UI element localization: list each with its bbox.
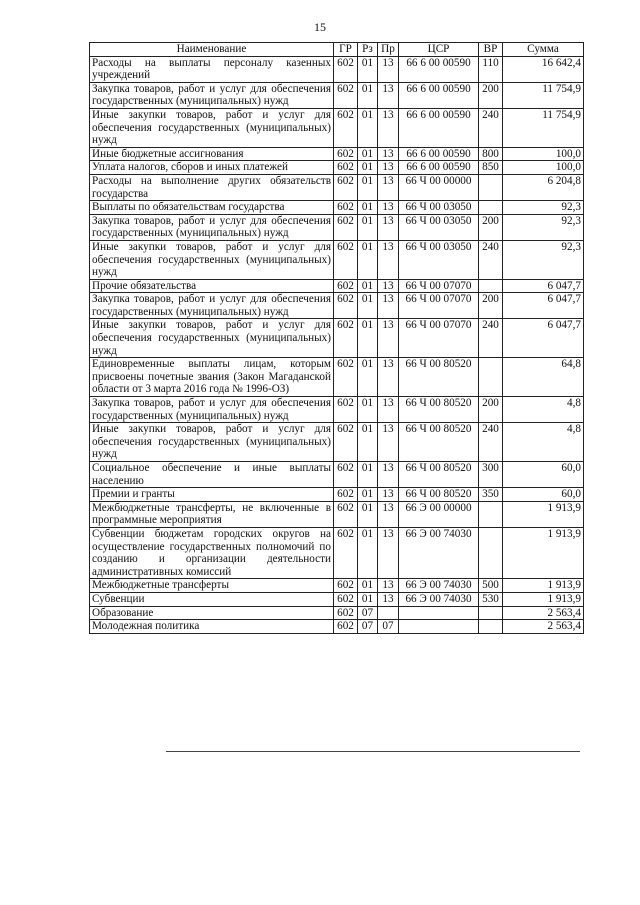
cell-csr: 66 Ч 00 80520 — [399, 423, 479, 462]
table-row — [90, 358, 584, 397]
cell-name: Иные закупки товаров, работ и услуг для обеспечения государственных (муниципальных) нужд — [90, 319, 334, 358]
table-row — [90, 293, 584, 319]
cell-name: Межбюджетные трансферты — [90, 579, 334, 593]
cell-vr: 300 — [479, 462, 503, 488]
cell-rz: 01 — [358, 108, 378, 147]
cell-csr: 66 6 00 00590 — [399, 108, 479, 147]
cell-csr: 66 Э 00 74030 — [399, 592, 479, 606]
cell-sum: 1 913,9 — [503, 592, 584, 606]
cell-rz: 01 — [358, 56, 378, 82]
cell-sum: 1 913,9 — [503, 527, 584, 578]
cell-gr: 602 — [334, 161, 358, 175]
cell-name: Субвенции бюджетам городских округов на осуществление государственных полномочий по созданию и организации деятельности административных комиссий — [90, 527, 334, 578]
cell-sum: 6 204,8 — [503, 174, 584, 200]
header-rz: Рз — [358, 43, 378, 57]
cell-pr — [378, 606, 399, 620]
cell-rz: 01 — [358, 82, 378, 108]
cell-vr — [479, 279, 503, 293]
cell-sum: 2 563,4 — [503, 606, 584, 620]
cell-pr: 13 — [378, 201, 399, 215]
cell-sum: 60,0 — [503, 488, 584, 502]
cell-csr: 66 Ч 00 07070 — [399, 319, 479, 358]
cell-pr: 13 — [378, 108, 399, 147]
page-number: 15 — [314, 20, 326, 34]
cell-vr: 240 — [479, 108, 503, 147]
cell-csr: 66 Ч 00 07070 — [399, 279, 479, 293]
table-row — [90, 108, 584, 147]
cell-sum: 16 642,4 — [503, 56, 584, 82]
cell-gr: 602 — [334, 174, 358, 200]
budget-table — [89, 42, 584, 634]
cell-gr: 602 — [334, 397, 358, 423]
cell-csr: 66 6 00 00590 — [399, 56, 479, 82]
cell-vr: 240 — [479, 423, 503, 462]
cell-pr: 13 — [378, 488, 399, 502]
cell-csr: 66 Ч 00 80520 — [399, 358, 479, 397]
cell-gr: 602 — [334, 214, 358, 240]
cell-vr: 200 — [479, 397, 503, 423]
cell-name: Премии и гранты — [90, 488, 334, 502]
cell-vr: 240 — [479, 240, 503, 279]
cell-gr: 602 — [334, 358, 358, 397]
cell-vr — [479, 201, 503, 215]
cell-rz: 07 — [358, 620, 378, 634]
cell-rz: 01 — [358, 214, 378, 240]
cell-rz: 01 — [358, 293, 378, 319]
table-row — [90, 423, 584, 462]
cell-vr — [479, 620, 503, 634]
header-sum: Сумма — [503, 43, 584, 57]
cell-gr: 602 — [334, 527, 358, 578]
cell-pr: 13 — [378, 214, 399, 240]
cell-gr: 602 — [334, 579, 358, 593]
cell-sum: 6 047,7 — [503, 279, 584, 293]
cell-name: Уплата налогов, сборов и иных платежей — [90, 161, 334, 175]
cell-name: Закупка товаров, работ и услуг для обеспечения государственных (муниципальных) нужд — [90, 214, 334, 240]
table-row — [90, 240, 584, 279]
cell-sum: 2 563,4 — [503, 620, 584, 634]
cell-csr: 66 Ч 00 03050 — [399, 214, 479, 240]
cell-pr: 13 — [378, 397, 399, 423]
cell-rz: 01 — [358, 319, 378, 358]
cell-vr — [479, 527, 503, 578]
cell-rz: 01 — [358, 592, 378, 606]
cell-pr: 13 — [378, 579, 399, 593]
cell-rz: 01 — [358, 161, 378, 175]
cell-vr: 200 — [479, 293, 503, 319]
cell-rz: 01 — [358, 501, 378, 527]
cell-csr: 66 Ч 00 80520 — [399, 462, 479, 488]
cell-rz: 01 — [358, 488, 378, 502]
cell-sum: 11 754,9 — [503, 82, 584, 108]
table-row — [90, 462, 584, 488]
cell-gr: 602 — [334, 147, 358, 161]
cell-sum: 6 047,7 — [503, 319, 584, 358]
table-row — [90, 174, 584, 200]
cell-rz: 07 — [358, 606, 378, 620]
cell-sum: 4,8 — [503, 397, 584, 423]
cell-name: Закупка товаров, работ и услуг для обеспечения государственных (муниципальных) нужд — [90, 293, 334, 319]
footer-rule — [166, 751, 580, 752]
cell-csr: 66 6 00 00590 — [399, 82, 479, 108]
cell-vr: 200 — [479, 214, 503, 240]
table-row — [90, 147, 584, 161]
cell-vr: 800 — [479, 147, 503, 161]
cell-gr: 602 — [334, 501, 358, 527]
cell-vr: 500 — [479, 579, 503, 593]
cell-pr: 13 — [378, 423, 399, 462]
cell-pr: 13 — [378, 527, 399, 578]
cell-csr: 66 6 00 00590 — [399, 147, 479, 161]
cell-vr — [479, 358, 503, 397]
cell-name: Иные закупки товаров, работ и услуг для обеспечения государственных (муниципальных) нужд — [90, 108, 334, 147]
table-row — [90, 56, 584, 82]
table-row — [90, 279, 584, 293]
cell-pr: 13 — [378, 358, 399, 397]
cell-rz: 01 — [358, 240, 378, 279]
cell-sum: 6 047,7 — [503, 293, 584, 319]
cell-vr: 240 — [479, 319, 503, 358]
cell-gr: 602 — [334, 108, 358, 147]
cell-sum: 92,3 — [503, 201, 584, 215]
cell-name: Социальное обеспечение и иные выплаты населению — [90, 462, 334, 488]
cell-vr: 110 — [479, 56, 503, 82]
cell-name: Прочие обязательства — [90, 279, 334, 293]
cell-sum: 100,0 — [503, 161, 584, 175]
table-row — [90, 501, 584, 527]
cell-csr: 66 Э 00 74030 — [399, 579, 479, 593]
cell-csr — [399, 606, 479, 620]
header-name: Наименование — [90, 43, 334, 57]
cell-vr — [479, 501, 503, 527]
cell-gr: 602 — [334, 592, 358, 606]
cell-csr — [399, 620, 479, 634]
cell-pr: 13 — [378, 147, 399, 161]
cell-rz: 01 — [358, 147, 378, 161]
cell-pr: 13 — [378, 462, 399, 488]
cell-gr: 602 — [334, 319, 358, 358]
cell-rz: 01 — [358, 358, 378, 397]
cell-rz: 01 — [358, 462, 378, 488]
cell-vr: 850 — [479, 161, 503, 175]
cell-gr: 602 — [334, 82, 358, 108]
cell-sum: 64,8 — [503, 358, 584, 397]
cell-csr: 66 Ч 00 07070 — [399, 293, 479, 319]
cell-name: Единовременные выплаты лицам, которым присвоены почетные звания (Закон Магаданской области от 3 марта 2016 года № 1996-ОЗ) — [90, 358, 334, 397]
cell-pr: 13 — [378, 319, 399, 358]
cell-csr: 66 Ч 00 00000 — [399, 174, 479, 200]
cell-csr: 66 Ч 00 80520 — [399, 397, 479, 423]
cell-pr: 13 — [378, 56, 399, 82]
cell-sum: 4,8 — [503, 423, 584, 462]
table-row — [90, 620, 584, 634]
table-row — [90, 201, 584, 215]
table-row — [90, 527, 584, 578]
cell-gr: 602 — [334, 606, 358, 620]
cell-vr: 530 — [479, 592, 503, 606]
cell-pr: 13 — [378, 174, 399, 200]
header-vr: ВР — [479, 43, 503, 57]
cell-sum: 92,3 — [503, 214, 584, 240]
cell-gr: 602 — [334, 293, 358, 319]
cell-pr: 13 — [378, 279, 399, 293]
cell-sum: 100,0 — [503, 147, 584, 161]
cell-csr: 66 6 00 00590 — [399, 161, 479, 175]
cell-csr: 66 Э 00 74030 — [399, 527, 479, 578]
cell-csr: 66 Ч 00 03050 — [399, 240, 479, 279]
cell-name: Выплаты по обязательствам государства — [90, 201, 334, 215]
cell-pr: 13 — [378, 293, 399, 319]
cell-name: Расходы на выплаты персоналу казенных учреждений — [90, 56, 334, 82]
cell-name: Закупка товаров, работ и услуг для обеспечения государственных (муниципальных) нужд — [90, 397, 334, 423]
header-pr: Пр — [378, 43, 399, 57]
table-row — [90, 82, 584, 108]
cell-gr: 602 — [334, 462, 358, 488]
cell-vr: 350 — [479, 488, 503, 502]
cell-csr: 66 Ч 00 80520 — [399, 488, 479, 502]
table-row — [90, 161, 584, 175]
header-csr: ЦСР — [399, 43, 479, 57]
cell-vr — [479, 606, 503, 620]
cell-gr: 602 — [334, 620, 358, 634]
cell-name: Субвенции — [90, 592, 334, 606]
cell-vr — [479, 174, 503, 200]
cell-csr: 66 Э 00 00000 — [399, 501, 479, 527]
cell-name: Иные закупки товаров, работ и услуг для обеспечения государственных (муниципальных) нужд — [90, 240, 334, 279]
cell-name: Молодежная политика — [90, 620, 334, 634]
cell-name: Расходы на выполнение других обязательств государства — [90, 174, 334, 200]
cell-rz: 01 — [358, 397, 378, 423]
table-row — [90, 488, 584, 502]
header-gr: ГР — [334, 43, 358, 57]
cell-gr: 602 — [334, 240, 358, 279]
cell-vr: 200 — [479, 82, 503, 108]
table-row — [90, 319, 584, 358]
cell-pr: 13 — [378, 501, 399, 527]
cell-name: Иные закупки товаров, работ и услуг для обеспечения государственных (муниципальных) нужд — [90, 423, 334, 462]
cell-name: Иные бюджетные ассигнования — [90, 147, 334, 161]
cell-rz: 01 — [358, 174, 378, 200]
cell-sum: 1 913,9 — [503, 501, 584, 527]
cell-name: Закупка товаров, работ и услуг для обеспечения государственных (муниципальных) нужд — [90, 82, 334, 108]
cell-pr: 13 — [378, 592, 399, 606]
cell-sum: 11 754,9 — [503, 108, 584, 147]
cell-gr: 602 — [334, 56, 358, 82]
table-row — [90, 397, 584, 423]
cell-gr: 602 — [334, 201, 358, 215]
cell-pr: 07 — [378, 620, 399, 634]
cell-name: Межбюджетные трансферты, не включенные в программные мероприятия — [90, 501, 334, 527]
cell-gr: 602 — [334, 488, 358, 502]
cell-pr: 13 — [378, 240, 399, 279]
cell-rz: 01 — [358, 423, 378, 462]
table-row — [90, 592, 584, 606]
cell-pr: 13 — [378, 82, 399, 108]
cell-csr: 66 Ч 00 03050 — [399, 201, 479, 215]
table-row — [90, 606, 584, 620]
cell-sum: 92,3 — [503, 240, 584, 279]
cell-rz: 01 — [358, 201, 378, 215]
table-row — [90, 214, 584, 240]
table-header-row — [90, 43, 584, 57]
cell-sum: 1 913,9 — [503, 579, 584, 593]
cell-sum: 60,0 — [503, 462, 584, 488]
table-body — [90, 56, 584, 633]
cell-gr: 602 — [334, 423, 358, 462]
cell-name: Образование — [90, 606, 334, 620]
cell-rz: 01 — [358, 579, 378, 593]
cell-rz: 01 — [358, 527, 378, 578]
cell-rz: 01 — [358, 279, 378, 293]
cell-gr: 602 — [334, 279, 358, 293]
table-row — [90, 579, 584, 593]
cell-pr: 13 — [378, 161, 399, 175]
